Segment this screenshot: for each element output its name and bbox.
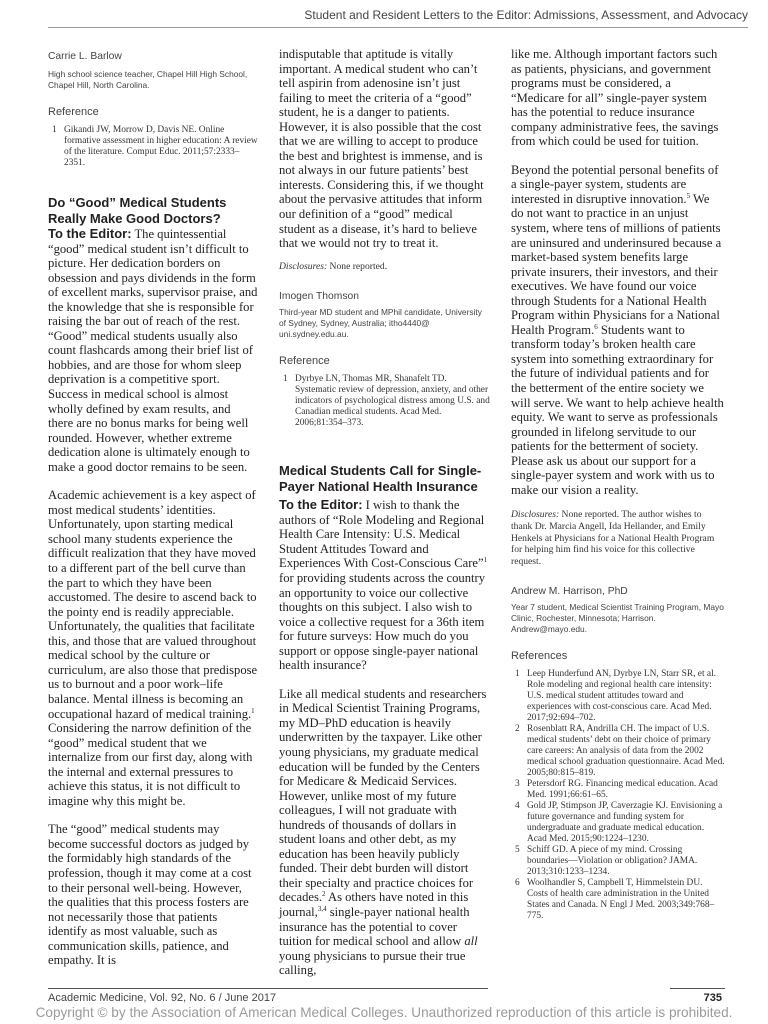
column-1 <box>48 50 258 968</box>
reference-number: 1 <box>52 125 57 135</box>
reference-text: Gikandi JW, Morrow D, Davis NE. Online formative assessment in higher education: A review of the literature. Comput Educ. 2011;57:2333–2351. <box>64 125 258 168</box>
letter2-ref-heading: Reference <box>279 355 330 368</box>
disclosures-label: Disclosures: <box>279 260 328 272</box>
page-number: 735 <box>703 992 722 1004</box>
letter3-p2c-text: single-payer national health insurance has the potential to cover tuition for medical school and allow <box>279 905 470 949</box>
emphasis-all: all <box>464 934 478 949</box>
reference-item <box>511 801 725 845</box>
letter2-paragraph-3-continued: indisputable that aptitude is vitally important. A medical student who can’t tell aspirin from adenosine isn’t just failing to meet the criteria of a “good” student, he is a danger to patients. However, it is also possible that the cost that we are willing to accept to produce the best and brightest is immense, and is not always in our future patients’ best interests. Considering this, if we thought about the pervasive attitudes that inform our definition of a “good” medical student as a disease, it’s hard to believe that we would not try to treat it. <box>279 47 484 251</box>
letter3-p3c-text: Students want to transform today’s broken health care system into something extraordinary for the future of individual patients and for the betterment of the entire society we will serve. We want to help achieve health equity. We want to serve as professionals grounded in lifelong servitude to our patients for the betterment of society. Please ask us about our support for a single-payer system and work with us to make our vision a reality. <box>511 322 724 497</box>
letter1-author: Carrie L. Barlow <box>48 51 122 62</box>
letter3-title: Medical Students Call for Single-Payer National Health Insurance <box>279 463 482 495</box>
letter3-reference-list <box>511 669 725 922</box>
letter2-paragraph-2 <box>48 488 258 808</box>
letter3-paragraph-2-continued: like me. Although important factors such as patients, physicians, and government programs must be considered, a “Medicare for all” single-payer system has the potential to reduce insurance company administrative fees, the savings from which could be used for tuition. <box>511 47 719 149</box>
letter1-affiliation: High school science teacher, Chapel Hill High School, Chapel Hill, North Carolina. <box>48 69 248 90</box>
letter3-p3a-text: Beyond the potential personal benefits of a single-payer system, students are interested in disruptive innovation. <box>511 162 719 206</box>
letter2-title: Do “Good” Medical Students Really Make Good Doctors? <box>48 195 227 226</box>
letter1-reference-list <box>48 125 258 169</box>
letter3-affiliation: Year 7 student, Medical Scientist Training Program, Mayo Clinic, Rochester, Minnesota; Harrison. Andrew@mayo.edu. <box>511 602 724 635</box>
letter3-author: Andrew M. Harrison, PhD <box>511 586 628 598</box>
disclosures-text: None reported. <box>327 260 388 272</box>
copyright-notice: Copyright © by the Association of American Medical Colleges. Unauthorized reproduction of this article is prohibited. <box>35 1005 733 1020</box>
running-head: Student and Resident Letters to the Editor: Admissions, Assessment, and Advocacy <box>304 8 748 22</box>
citation-superscript: 5 <box>686 191 691 200</box>
reference-text: Gold JP, Stimpson JP, Caverzagie KJ. Envisioning a future governance and funding system for undergraduate and graduate medical education. Acad Med. 2015;90:1224–1230. <box>527 801 723 845</box>
to-the-editor-label: To the Editor: <box>48 226 132 241</box>
to-the-editor-label: To the Editor: <box>279 497 363 513</box>
footer-rule-right <box>670 988 725 989</box>
reference-item <box>511 779 725 801</box>
reference-item <box>511 878 725 922</box>
column-3 <box>511 47 725 922</box>
citation-superscript: 2 <box>322 890 326 899</box>
letter2-reference-list <box>279 374 490 429</box>
letter2-affiliation: Third-year MD student and MPhil candidate, University of Sydney, Sydney, Australia; itho4440@ uni.sydney.edu.au. <box>279 307 482 340</box>
letter3-p3b-text: We do not want to practice in an unjust system, where tens of millions of patients are uninsured and underinsured because a market-based system benefits large private insurers, their investors, and their executives. We have found our voice through Students for a National Health Program within Physicians for a National Health Program. <box>511 191 722 337</box>
letter3-ref-heading: References <box>511 650 568 663</box>
reference-text: Rosenblatt RA, Andrilla CH. The impact of U.S. medical students’ debt on their choice of primary care careers: An analysis of data from the 2002 medical school graduation questionnaire. Acad Med. 2005;80:815–819. <box>527 724 725 779</box>
letter3-p2b-text: As others have noted in this journal, <box>279 890 469 920</box>
reference-number: 3 <box>515 779 520 790</box>
letter2-paragraph-1 <box>48 227 258 474</box>
letter3-p1b-text: for providing students across the country an opportunity to voice our collective thoughts on this subject. I also wish to voice a collective request for a 36th item for future surveys: How much do you support or oppose single-payer national health insurance? <box>279 570 486 673</box>
citation-superscript: 6 <box>594 322 598 331</box>
reference-number: 6 <box>515 878 520 889</box>
reference-text: Woolhandler S, Campbell T, Himmelstein DU. Costs of health care administration in the United States and Canada. N Engl J Med. 2003;349:768–775. <box>527 878 715 922</box>
letter3-disclosures <box>511 509 725 567</box>
letter3-p1a-text: I wish to thank the authors of “Role Modeling and Regional Health Care Intensity: U.S. Medical Student Attitudes Toward and Experiences With Cost-Conscious Care” <box>279 498 485 571</box>
citation-superscript: 3,4 <box>317 904 327 913</box>
letter3-p2a-text: Like all medical students and researchers in Medical Scientist Training Programs, my MD–PhD education is heavily underwritten by the taxpayer. Like other young physicians, my graduate medical education will be funded by the Centers for Medicare & Medicaid Services. However, unlike most of my future colleagues, I will not graduate with hundreds of thousands of dollars in student loans and other debt, as my education has been heavily publicly funded. Their debt burden will distort their specialty and practice choices for decades. <box>279 686 487 905</box>
letter2-disclosures <box>279 261 490 273</box>
reference-number: 4 <box>515 801 520 812</box>
reference-number: 5 <box>515 845 520 856</box>
reference-text: Petersdorf RG. Financing medical education. Acad Med. 1991;66:61–65. <box>527 779 718 801</box>
citation-superscript: 1 <box>483 556 488 565</box>
footer-rule-left <box>48 988 488 989</box>
letter3-paragraph-2 <box>279 687 490 978</box>
letter2-paragraph-3: The “good” medical students may become successful doctors as judged by the formidably high standards of the profession, though it may come at a cost to their personal well-being. However, the qualities that this process fosters are not necessarily those that patients identify as most valuable, such as communication skills, patience, and empathy. It is <box>48 822 252 968</box>
column-2 <box>279 47 490 978</box>
letter1-ref-heading: Reference <box>48 106 99 118</box>
letter2-p1-text: The quintessential “good” medical student isn’t difficult to picture. Her dedication borders on obsession and pays dividends in the form of excellent marks, supervisor praise, and the knowledge that she is responsible for raising the bar out of reach of the rest. “Good” medical students usually also count flashcards among their brief list of hobbies, and are those for whom sleep deprivation is a competitive sport. Success in medical school is almost wholly defined by exam results, and there are no bonus marks for being well rounded. However, whether extreme dedication alone is ultimately enough to make a good doctor remains to be seen. <box>48 227 258 474</box>
letter2-p2a-text: Academic achievement is a key aspect of most medical students’ identities. Unfortunately, upon starting medical school many students experience the difficult realization that they have moved to a different part of the bell curve than the part to which they have been accustomed. The desire to ascend back to the pointy end is readily appreciable. Unfortunately, the qualities that facilitate this, and those that are valued throughout medical school by the culture or curriculum, are also those that predispose us to burnout and a poor work–life balance. Mental illness is becoming an occupational hazard of medical training. <box>48 488 258 721</box>
reference-number: 1 <box>515 669 520 680</box>
disclosures-label: Disclosures: <box>511 509 560 521</box>
footer-journal-citation: Academic Medicine, Vol. 92, No. 6 / June 2017 <box>48 992 277 1004</box>
reference-item <box>511 669 725 724</box>
header-rule <box>48 27 748 28</box>
disclosures-text: None reported. The author wishes to thank Dr. Marcia Angell, Ida Hellander, and Emily Henkels at Physicians for a National Health Program for helping him find his voice for this collective request. <box>511 509 715 567</box>
letter2-p2b-text: Considering the narrow definition of the “good” medical student that we internalize from our first day, along with the internal and external pressures to achieve this status, it is not difficult to imagine why this might be. <box>48 721 253 808</box>
citation-superscript: 1 <box>251 706 255 715</box>
letter3-p2d-text: young physicians to pursue their true calling, <box>279 948 466 978</box>
reference-item <box>511 724 725 779</box>
reference-text: Schiff GD. A piece of my mind. Crossing boundaries—Violation or obligation? JAMA. 2013;310:1233–1234. <box>527 845 698 878</box>
letter2-author: Imogen Thomson <box>279 291 359 303</box>
reference-item <box>279 374 490 429</box>
reference-text: Leep Hunderfund AN, Dyrbye LN, Starr SR, et al. Role modeling and regional health care intensity: U.S. medical student attitudes toward and experiences with cost-conscious care. Acad Med. 2017;92:694–702. <box>527 669 717 724</box>
reference-number: 2 <box>515 724 520 735</box>
reference-number: 1 <box>283 374 288 385</box>
reference-item <box>511 845 725 878</box>
letter3-paragraph-3 <box>511 163 725 498</box>
letter3-paragraph-1 <box>279 498 490 673</box>
reference-item <box>48 125 258 169</box>
reference-text: Dyrbye LN, Thomas MR, Shanafelt TD. Systematic review of depression, anxiety, and other indicators of psychological distress among U.S. and Canadian medical students. Acad Med. 2006;81:354–373. <box>295 374 490 429</box>
